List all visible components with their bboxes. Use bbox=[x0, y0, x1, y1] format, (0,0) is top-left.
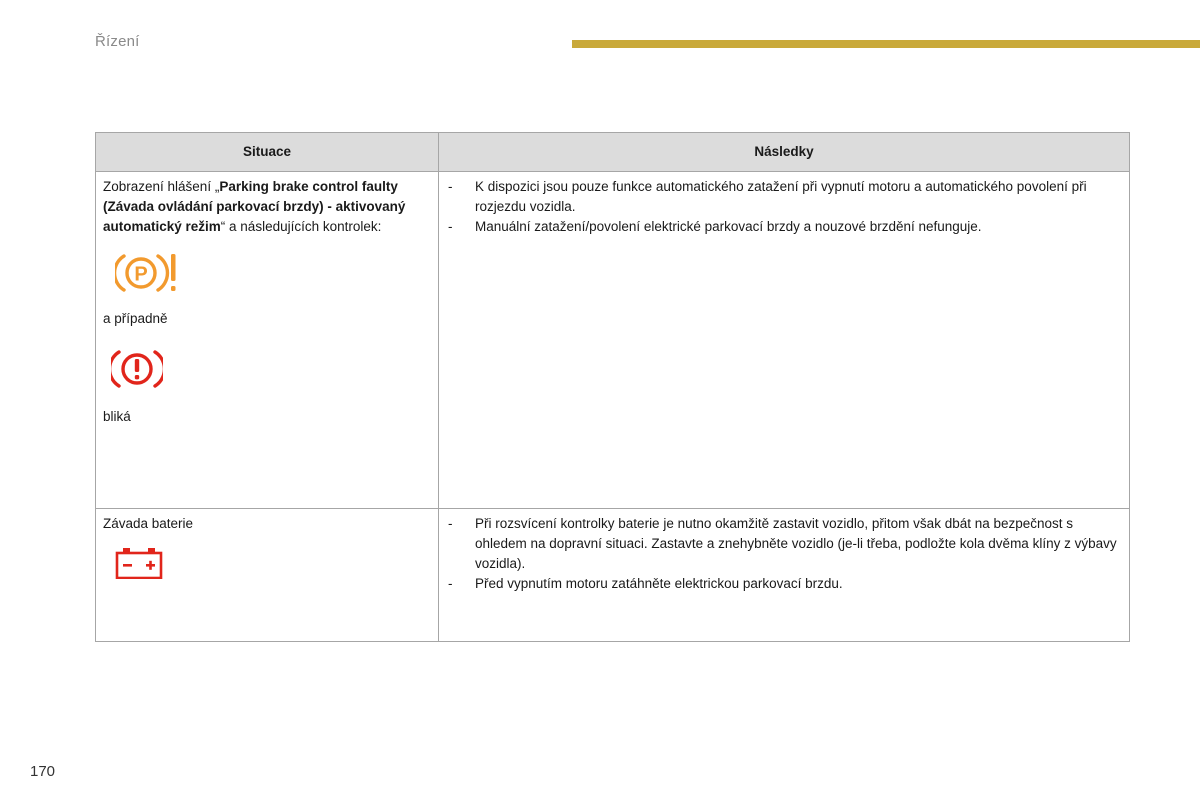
situation-prefix: Zobrazení hlášení „ bbox=[103, 179, 220, 194]
list-item: - Před vypnutím motoru zatáhněte elektrickou parkovací brzdu. bbox=[446, 574, 1122, 594]
parking-brake-fault-icon bbox=[115, 251, 431, 297]
situation-cell bbox=[96, 509, 439, 642]
consequence-list bbox=[446, 514, 1122, 594]
situation-text: Závada baterie bbox=[103, 516, 194, 531]
svg-text:P: P bbox=[134, 263, 148, 286]
situation-text bbox=[103, 177, 431, 237]
situation-cell bbox=[96, 172, 439, 509]
section-title: Řízení bbox=[95, 33, 140, 50]
situation-message: Parking brake control faulty (Závada ovládání parkovací brzdy) - aktivovaný automatický režim bbox=[103, 179, 406, 234]
list-item: - K dispozici jsou pouze funkce automatického zatažení při vypnutí motoru a automatického povolení při rozjezdu vozidla. bbox=[446, 177, 1122, 217]
list-item: - Při rozsvícení kontrolky baterie je nutno okamžitě zastavit vozidlo, přitom však dbát na bezpečnost s ohledem na dopravní situaci. Zastavte a znehybněte vozidlo (je-li třeba, podložte kola dvěma klíny z výbavy vozidla). bbox=[446, 514, 1122, 574]
battery-icon bbox=[115, 547, 431, 583]
consequence-cell bbox=[439, 509, 1130, 642]
between-text: a případně bbox=[103, 311, 168, 326]
list-item: - Manuální zatažení/povolení elektrické parkovací brzdy a nouzové brzdění nefunguje. bbox=[446, 217, 1122, 237]
header-consequence: Následky bbox=[439, 133, 1130, 172]
table-header-row bbox=[96, 133, 1130, 172]
consequence-list bbox=[446, 177, 1122, 237]
header-situation: Situace bbox=[96, 133, 439, 172]
table-row bbox=[96, 172, 1130, 509]
header-accent-bar bbox=[572, 40, 1200, 48]
table-row bbox=[96, 509, 1130, 642]
page-number: 170 bbox=[30, 763, 56, 780]
blinking-text: bliká bbox=[103, 409, 131, 424]
brake-warning-icon bbox=[111, 347, 431, 391]
situation-suffix: “ a následujících kontrolek: bbox=[220, 219, 382, 234]
warning-table bbox=[95, 132, 1130, 642]
consequence-cell bbox=[439, 172, 1130, 509]
